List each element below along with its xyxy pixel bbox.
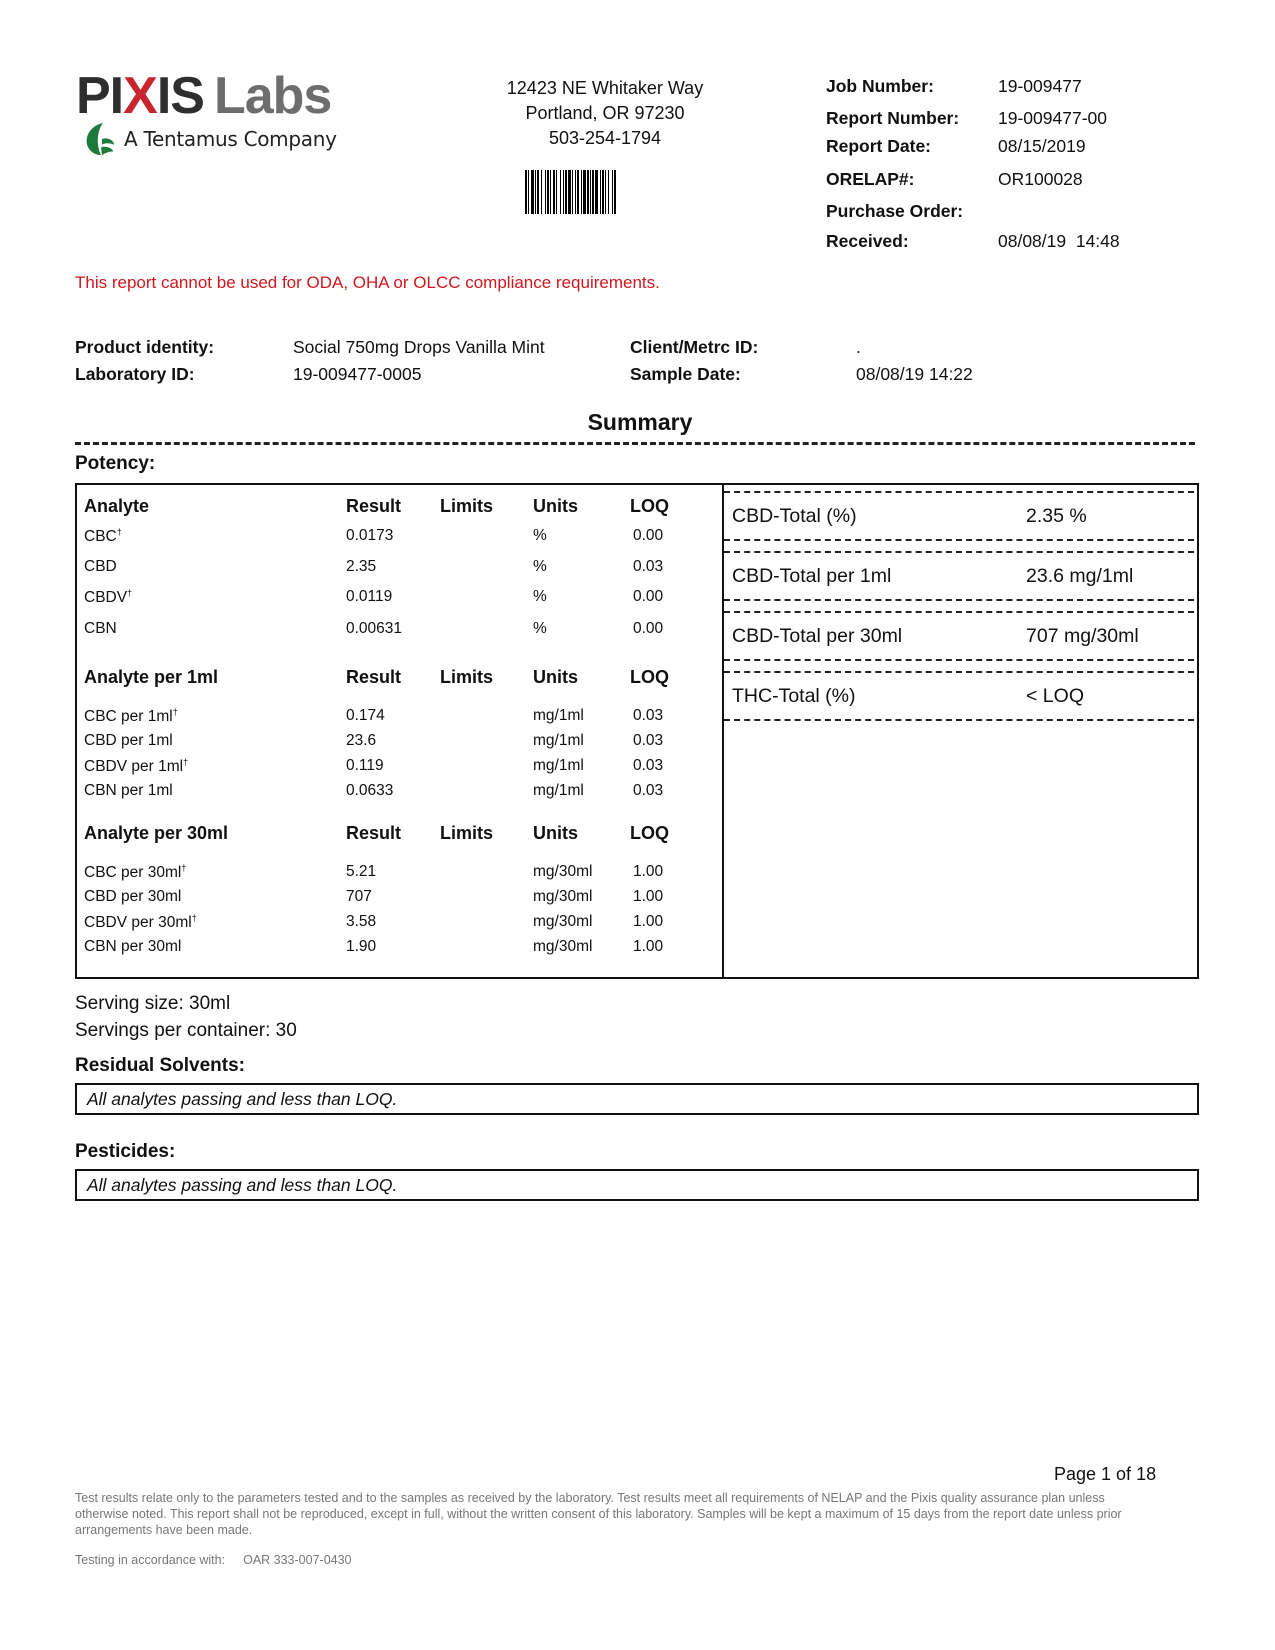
- analyte-name: CBN per 30ml: [84, 938, 182, 955]
- analyte-loq: 0.00: [633, 620, 664, 637]
- residual-solvents-result: All analytes passing and less than LOQ.: [75, 1083, 1199, 1115]
- page-number: Page 1 of 18: [1054, 1464, 1157, 1484]
- analyte-name: CBN: [84, 620, 117, 637]
- laboratory-id-label: Laboratory ID:: [75, 364, 195, 384]
- pesticides-label: Pesticides:: [75, 1141, 176, 1162]
- analyte-loq: 1.00: [633, 863, 664, 880]
- analyte-result: 5.21: [346, 863, 377, 880]
- total-name: CBD-Total per 1ml: [732, 565, 892, 587]
- serving-size: Serving size: 30ml: [75, 993, 231, 1014]
- barcode: [525, 170, 665, 214]
- pixis-labs-logo: [76, 67, 366, 160]
- analyte-name: CBD: [84, 558, 117, 575]
- laboratory-id-value: 19-009477-0005: [293, 364, 422, 384]
- pesticides-result: All analytes passing and less than LOQ.: [75, 1169, 1199, 1201]
- analyte-units: mg/1ml: [533, 732, 584, 749]
- totals-divider: [724, 671, 1194, 673]
- totals-divider: [724, 719, 1194, 721]
- dagger-footnote-mark: †: [172, 707, 178, 717]
- column-header-units: Units: [533, 496, 578, 516]
- analyte-name: CBD per 1ml: [84, 732, 173, 749]
- column-header-limits: Limits: [440, 823, 494, 843]
- orelap-row: ORELAP#: OR100028: [826, 169, 1083, 189]
- column-header-analyte: Analyte: [84, 496, 150, 516]
- sample-date-label: Sample Date:: [630, 364, 741, 384]
- summary-divider: [75, 442, 1195, 445]
- total-name: CBD-Total per 30ml: [732, 625, 903, 647]
- testing-accordance: Testing in accordance with: OAR 333-007-0430: [75, 1553, 352, 1567]
- dagger-footnote-mark: †: [183, 757, 189, 767]
- residual-solvents-label: Residual Solvents:: [75, 1055, 245, 1076]
- analyte-name: CBDV per 30ml†: [84, 913, 197, 932]
- analyte-units: mg/1ml: [533, 757, 584, 774]
- totals-divider: [724, 611, 1194, 613]
- analyte-loq: 0.03: [633, 707, 664, 724]
- column-header-loq: LOQ: [630, 667, 669, 687]
- servings-per-container: Servings per container: 30: [75, 1020, 297, 1041]
- column-header-analyte: Analyte per 30ml: [84, 823, 229, 843]
- potency-column-divider: [722, 483, 724, 979]
- analyte-units: %: [533, 558, 547, 575]
- analyte-units: mg/1ml: [533, 707, 584, 724]
- address-street: 12423 NE Whitaker Way: [506, 78, 704, 98]
- analyte-result: 0.0173: [346, 527, 394, 544]
- product-identity-label: Product identity:: [75, 337, 215, 357]
- total-name: CBD-Total (%): [732, 505, 857, 527]
- analyte-units: %: [533, 588, 547, 605]
- totals-divider: [724, 599, 1194, 601]
- column-header-result: Result: [346, 496, 402, 516]
- column-header-loq: LOQ: [630, 823, 669, 843]
- analyte-loq: 0.03: [633, 782, 664, 799]
- summary-title: Summary: [587, 409, 693, 435]
- client-id-label: Client/Metrc ID:: [630, 337, 759, 357]
- column-header-result: Result: [346, 823, 402, 843]
- sample-date-value: 08/08/19 14:22: [856, 364, 973, 384]
- analyte-result: 0.0633: [346, 782, 394, 799]
- analyte-result: 707: [346, 888, 372, 905]
- analyte-units: mg/30ml: [533, 863, 593, 880]
- column-header-result: Result: [346, 667, 402, 687]
- analyte-units: mg/30ml: [533, 888, 593, 905]
- barcode-bar: [616, 170, 618, 214]
- analyte-units: %: [533, 527, 547, 544]
- analyte-units: mg/1ml: [533, 782, 584, 799]
- analyte-result: 0.174: [346, 707, 385, 724]
- column-header-units: Units: [533, 823, 578, 843]
- total-value: 707 mg/30ml: [1026, 625, 1139, 647]
- totals-divider: [724, 659, 1194, 661]
- disclaimer: Test results relate only to the parameters tested and to the samples as received by the laboratory. Test results meet all requirements of NELAP and the Pixis quality assurance plan unless otherwise noted. This report shall not be reproduced, except in full, without the written consent of this laboratory. Samples will be kept a maximum of 15 days from the report date unless prior arrangements have been made.: [75, 1491, 1122, 1537]
- column-header-limits: Limits: [440, 667, 494, 687]
- analyte-name: CBN per 1ml: [84, 782, 173, 799]
- logo-tagline: A Tentamus Company: [82, 120, 337, 158]
- potency-label: Potency:: [75, 453, 156, 474]
- analyte-result: 0.0119: [346, 588, 393, 605]
- totals-divider: [724, 539, 1194, 541]
- totals-divider: [724, 551, 1194, 553]
- analyte-units: mg/30ml: [533, 913, 593, 930]
- analyte-loq: 0.03: [633, 757, 664, 774]
- analyte-units: %: [533, 620, 547, 637]
- analyte-loq: 0.00: [633, 588, 664, 605]
- total-value: < LOQ: [1026, 685, 1084, 707]
- analyte-result: 0.00631: [346, 620, 403, 637]
- received-row: Received: 08/08/19 14:48: [826, 231, 1120, 251]
- analyte-result: 3.58: [346, 913, 377, 930]
- column-header-units: Units: [533, 667, 578, 687]
- address-city: Portland, OR 97230: [525, 103, 685, 123]
- totals-divider: [724, 491, 1194, 493]
- analyte-name: CBC†: [84, 527, 122, 546]
- analyte-loq: 1.00: [633, 888, 664, 905]
- column-header-loq: LOQ: [630, 496, 669, 516]
- purchase-order-row: Purchase Order:: [826, 201, 964, 221]
- column-header-analyte: Analyte per 1ml: [84, 667, 219, 687]
- total-name: THC-Total (%): [732, 685, 856, 707]
- analyte-units: mg/30ml: [533, 938, 593, 955]
- analyte-result: 2.35: [346, 558, 377, 575]
- analyte-name: CBC per 1ml†: [84, 707, 178, 726]
- lab-address: [480, 76, 730, 151]
- column-header-limits: Limits: [440, 496, 494, 516]
- analyte-name: CBC per 30ml†: [84, 863, 187, 882]
- product-identity-value: Social 750mg Drops Vanilla Mint: [293, 337, 545, 357]
- analyte-result: 23.6: [346, 732, 377, 749]
- report-number-row: Report Number: 19-009477-00: [826, 108, 1107, 128]
- total-value: 2.35 %: [1026, 505, 1087, 527]
- report-date-row: Report Date: 08/15/2019: [826, 136, 1086, 156]
- analyte-loq: 0.03: [633, 732, 664, 749]
- analyte-name: CBDV†: [84, 588, 133, 607]
- logo-wordmark: PIXIS Labs: [76, 67, 332, 125]
- dagger-footnote-mark: †: [191, 913, 197, 923]
- dagger-footnote-mark: †: [181, 863, 187, 873]
- total-value: 23.6 mg/1ml: [1026, 565, 1134, 587]
- analyte-result: 0.119: [346, 757, 384, 774]
- analyte-loq: 1.00: [633, 913, 664, 930]
- analyte-loq: 0.00: [633, 527, 664, 544]
- dagger-footnote-mark: †: [127, 588, 133, 598]
- dagger-footnote-mark: †: [116, 527, 122, 537]
- address-phone: 503-254-1794: [548, 128, 662, 148]
- job-number-row: Job Number: 19-009477: [826, 76, 1082, 96]
- compliance-warning: This report cannot be used for ODA, OHA or OLCC compliance requirements.: [75, 273, 660, 292]
- tentamus-leaf-icon: [82, 120, 120, 158]
- analyte-name: CBD per 30ml: [84, 888, 182, 905]
- client-id-value: .: [856, 337, 861, 357]
- analyte-name: CBDV per 1ml†: [84, 757, 189, 776]
- analyte-result: 1.90: [346, 938, 377, 955]
- analyte-loq: 0.03: [633, 558, 664, 575]
- analyte-loq: 1.00: [633, 938, 664, 955]
